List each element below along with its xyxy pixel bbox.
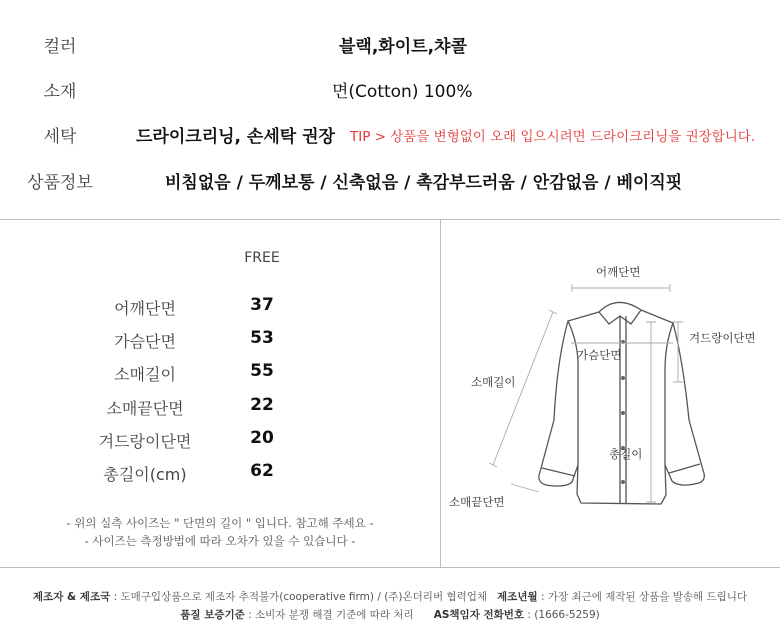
footer-key: 제조자 & 제조국: [32, 591, 111, 603]
size-note: - 위의 실측 사이즈는 " 단면의 길이 " 입니다. 참고해 주세요 -: [66, 516, 374, 530]
size-name: 가슴단면: [114, 332, 176, 351]
info-row-product-info: [0, 158, 780, 198]
label-armpit: 겨드랑이단면: [689, 331, 756, 345]
size-column-header: FREE: [244, 250, 280, 266]
size-value: 53: [250, 328, 274, 348]
label-shoulder: 어깨단면: [596, 265, 641, 279]
table-row: [0, 425, 440, 455]
info-row-washing: [0, 112, 780, 152]
info-label: 소재: [43, 82, 77, 102]
footer-key: 품질 보증기준: [180, 609, 245, 621]
shirt-measurement-diagram: [441, 220, 780, 566]
table-row: [0, 358, 440, 388]
size-name: 소매끝단면: [106, 399, 184, 418]
footer-value: : 가장 최근에 제작된 상품을 발송해 드립니다: [537, 591, 748, 603]
footer-value: : 도매구입상품으로 제조자 추적불가(cooperative firm) / (주)온더리버 협력업체: [110, 591, 488, 603]
footer-key: AS책임자 전화번호: [433, 609, 525, 621]
info-value: 비침없음 / 두께보통 / 신축없음 / 촉감부드러움 / 안감없음 / 베이직핏: [165, 173, 683, 193]
size-value: 20: [250, 428, 274, 448]
size-note: - 사이즈는 측정방법에 따라 오차가 있을 수 있습니다 -: [84, 534, 356, 548]
size-name: 겨드랑이단면: [98, 432, 192, 451]
footer-line: [0, 607, 780, 622]
label-cuff: 소매끝단면: [449, 495, 505, 509]
divider: [0, 567, 780, 568]
footer-value: : 소비자 분쟁 해결 기준에 따라 처리: [244, 609, 414, 621]
size-name: 총길이(cm): [103, 465, 187, 484]
size-value: 22: [250, 395, 274, 415]
footer-line: [0, 589, 780, 604]
footer-value: : (1666-5259): [524, 609, 600, 621]
footer-key: 제조년월: [497, 591, 538, 603]
label-chest: 가슴단면: [577, 348, 622, 362]
shirt-illustration: [441, 220, 780, 566]
info-label: 상품정보: [27, 173, 93, 193]
info-row-color: [0, 22, 780, 62]
info-value: 면(Cotton) 100%: [332, 82, 473, 102]
size-name: 어깨단면: [114, 299, 176, 318]
info-row-material: [0, 67, 780, 107]
info-value: 블랙,화이트,챠콜: [339, 37, 467, 57]
table-row: [0, 392, 440, 422]
size-name: 소매길이: [114, 365, 176, 384]
size-value: 62: [250, 461, 274, 481]
table-row: [0, 458, 440, 488]
label-sleeve: 소매길이: [471, 375, 516, 389]
table-row: [0, 292, 440, 322]
info-value: 드라이크리닝, 손세탁 권장: [136, 127, 335, 147]
size-value: 37: [250, 295, 274, 315]
table-row: [0, 325, 440, 355]
label-total: 총길이: [609, 447, 643, 461]
washing-tip: TIP > 상품을 변형없이 오래 입으시려면 드라이크리닝을 권장합니다.: [350, 129, 756, 145]
info-label: 컬러: [43, 37, 77, 57]
size-value: 55: [250, 361, 274, 381]
info-label: 세탁: [43, 127, 77, 147]
